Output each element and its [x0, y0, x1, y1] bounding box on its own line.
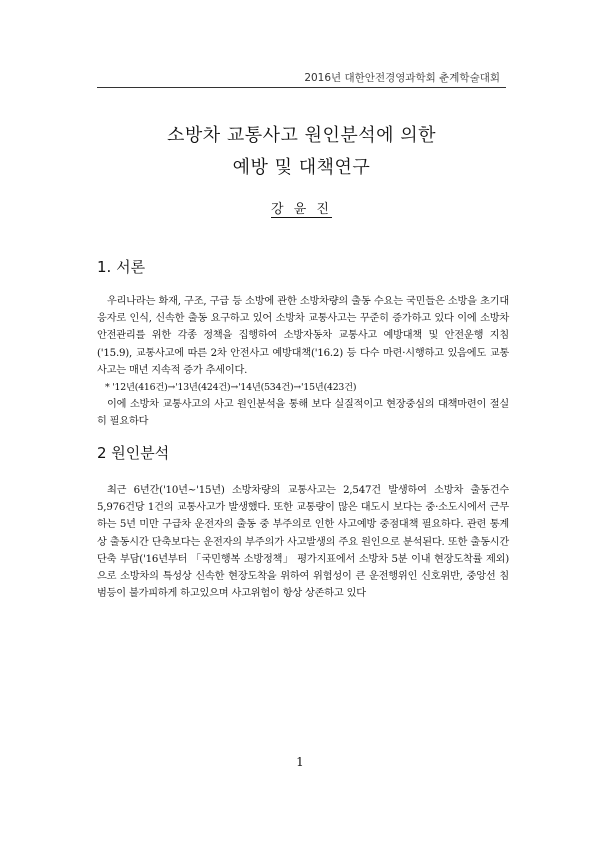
author-name: 강 윤 진 [271, 202, 332, 217]
title-line-2: 예방 및 대책연구 [232, 157, 371, 178]
header-rule [97, 87, 506, 88]
cause-paragraph-1: 최근 6년간('10년~'15년) 소방차량의 교통사고는 2,547건 발생하여 소방차 출동건수 5,976건당 1건의 교통사고가 발생했다. 또한 교통량이 많은 대도시 보다는 중·소도시에서 근무하는 5년 미만 구급차 운전자의 출동 중 부주의로 인한 사고예방 중점대책 필요하다. 관련 통계상 출동시간 단축보다는 운전자의 부주의가 사고발생의 주요 원인으로 분석된다. 또한 출동시간 단축 부담('16년부터 「국민행복 소방정책」 평가지표에서 소방차 5분 이내 현장도착률 제외)으로 소방차의 특성상 신속한 현장도착을 위하여 위험성이 큰 운전행위인 신호위반, 중앙선 침범등이 불가피하게 하고있으며 사고위험이 항상 상존하고 있다 [97, 485, 509, 600]
section-heading-cause-analysis: 2 원인분석 [97, 444, 170, 462]
title-line-1: 소방차 교통사고 원인분석에 의한 [166, 125, 437, 146]
page-number: 1 [296, 755, 304, 769]
cause-analysis-body [97, 482, 509, 602]
intro-paragraph-1: 우리나라는 화재, 구조, 구급 등 소방에 관한 소방차량의 출동 수요는 국민들은 소방을 초기대응자로 인식, 신속한 출동 요구하고 있어 소방차 교통사고는 꾸준히 증가하고 있다 이에 소방차 안전관리를 위한 각종 정책을 집행하여 소방자동차 교통사고 예방대책 및 안전운행 지침('15.9), 교통사고에 따른 2차 안전사고 예방대책('16.2) 등 다수 마련·시행하고 있음에도 교통사고는 매년 지속적 증가 추세이다. [97, 296, 509, 376]
paper-title [97, 120, 506, 184]
intro-paragraph-2: 이에 소방차 교통사고의 사고 원인분석을 통해 보다 실질적이고 현장중심의 대책마련이 절실히 필요하다 [97, 399, 509, 428]
introduction-body [97, 293, 509, 431]
author [97, 198, 506, 217]
statistics-note: * '12년(416건)→'13년(424건)→'14년(534건)→'15년(423건) [105, 382, 357, 394]
section-heading-introduction: 1. 서론 [97, 258, 146, 276]
conference-header: 2016년 대한안전경영과학회 춘계학술대회 [304, 72, 500, 84]
